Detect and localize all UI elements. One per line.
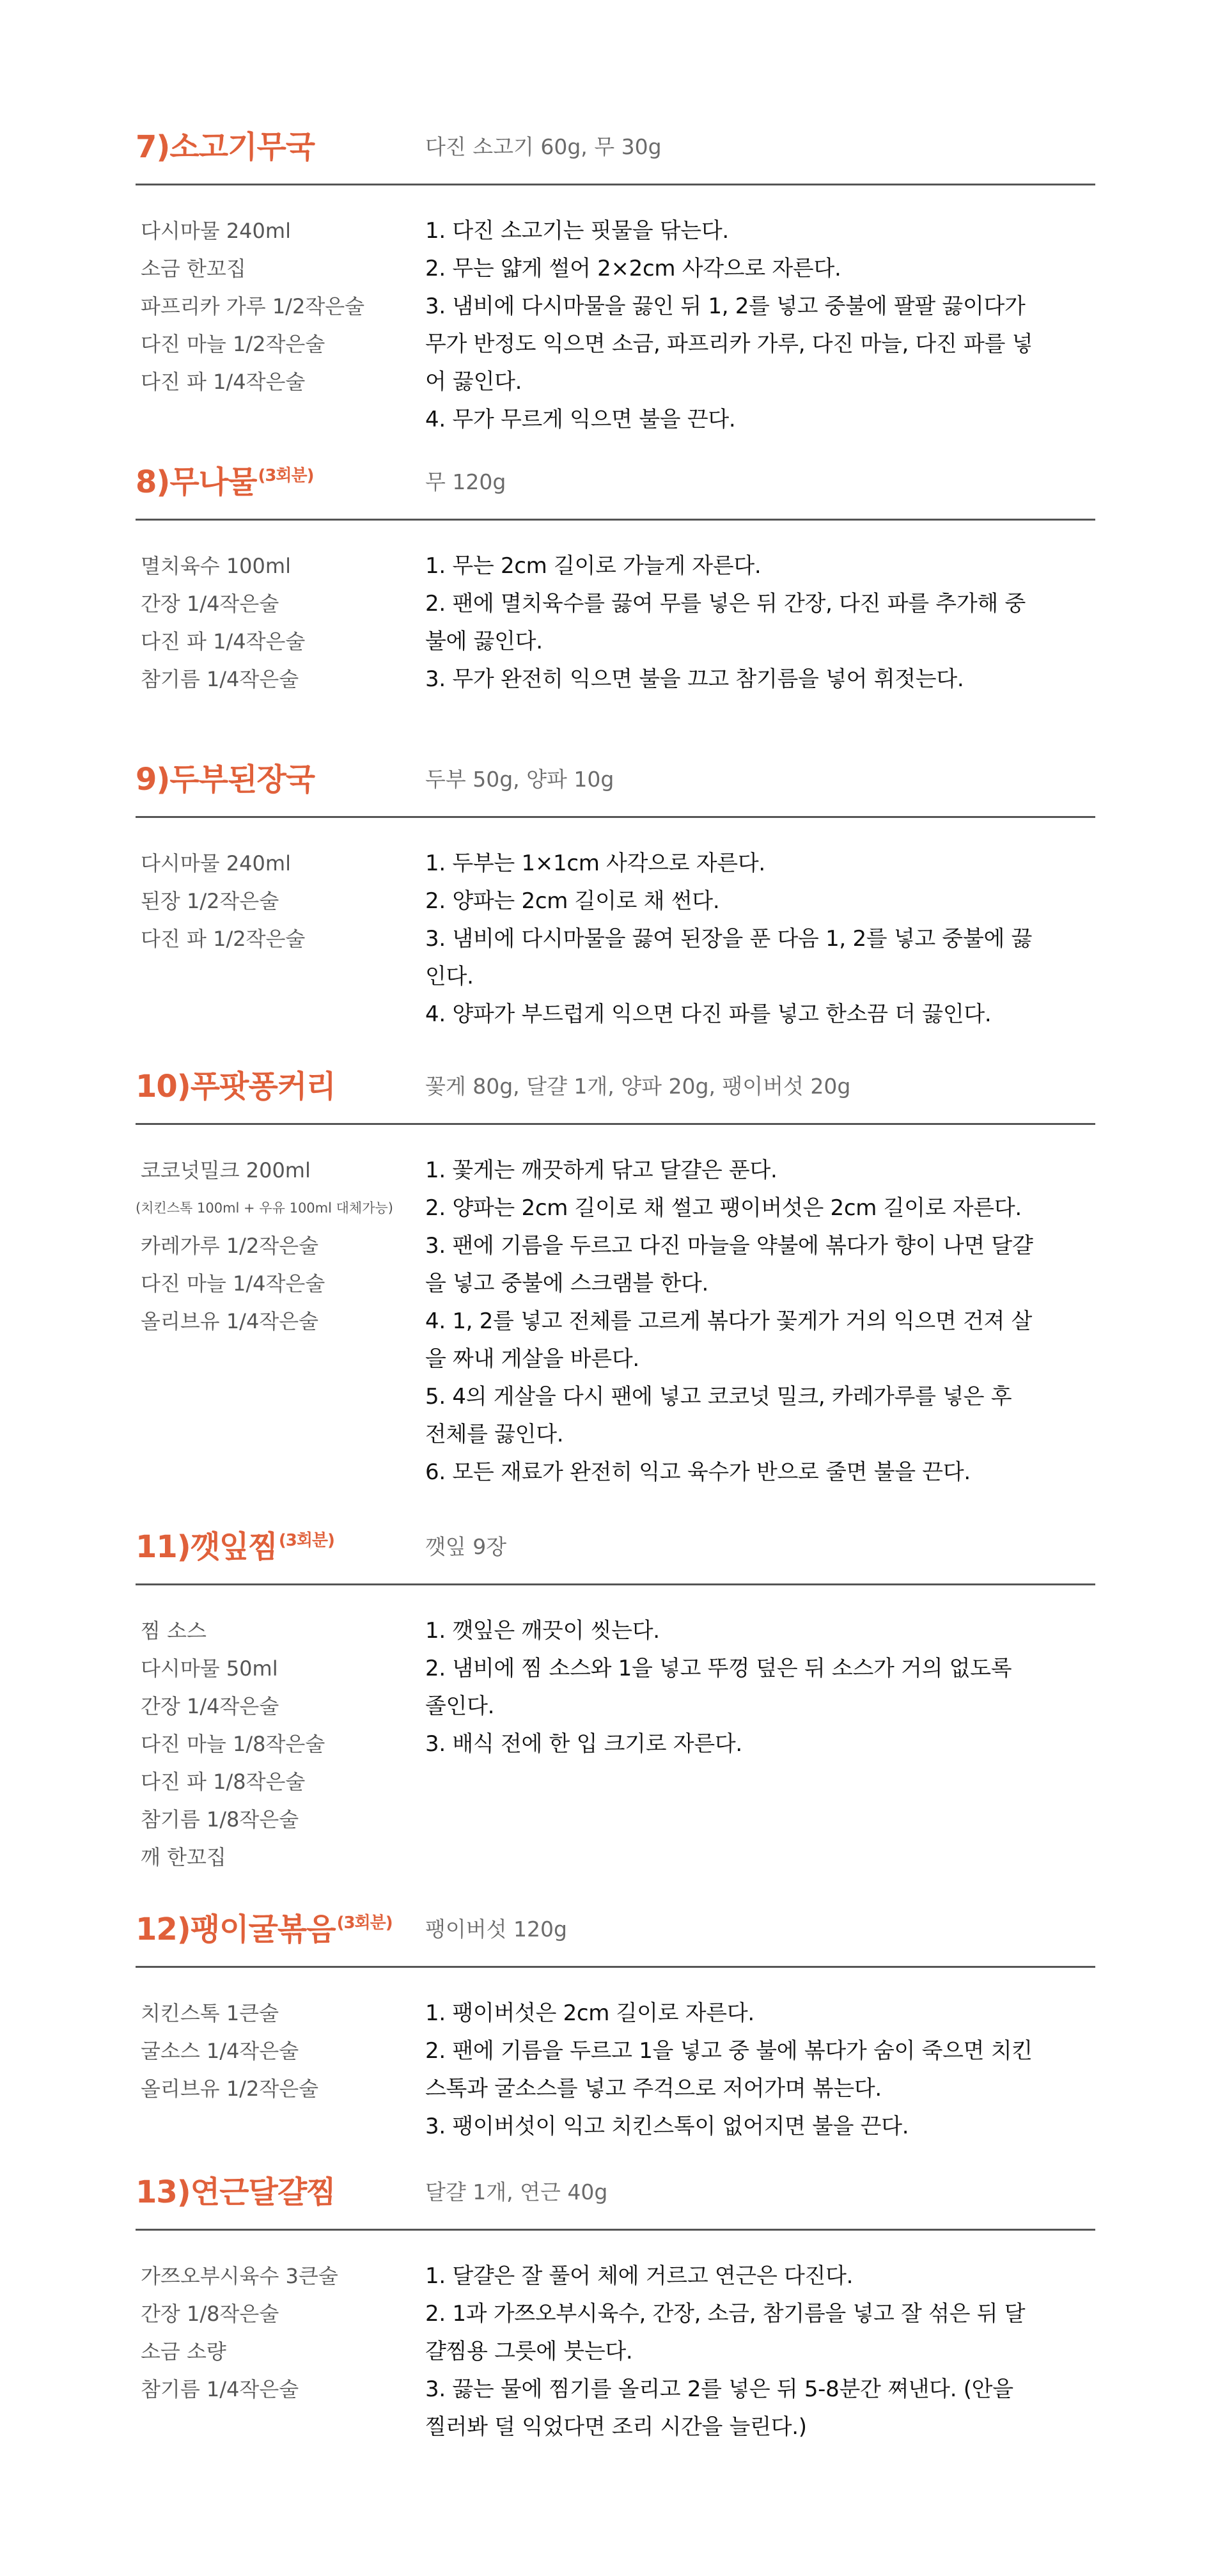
divider xyxy=(136,184,1095,185)
servings-badge: (3회분) xyxy=(278,1531,334,1550)
step-item: 3. 냄비에 다시마물을 끓인 뒤 1, 2를 넣고 중불에 팔팔 끓이다가 무가 반정도 익으면 소금, 파프리카 가루, 다진 마늘, 다진 파를 넣어 끓인다. xyxy=(425,294,1033,395)
recipe-title: 12)팽이굴볶음$^{(3회분)}$ xyxy=(136,1912,393,1947)
ingredient-item: 깨 한꼬집 xyxy=(141,1845,226,1869)
step-item: 3. 냄비에 다시마물을 끓여 된장을 푼 다음 1, 2를 넣고 중불에 끓인다. xyxy=(425,926,1033,989)
main-ingredients: 무 120g xyxy=(425,469,506,494)
seasoning-list xyxy=(136,1995,410,2108)
step-item: 2. 양파는 2cm 길이로 채 썰고 팽이버섯은 2cm 길이로 자른다. xyxy=(425,1195,1022,1221)
ingredient-item: 올리브유 1/4작은술 xyxy=(141,1309,319,1333)
step-item: 4. 무가 무르게 익으면 불을 끈다. xyxy=(425,407,736,432)
divider xyxy=(136,1583,1095,1585)
ingredient-item: 참기름 1/4작은술 xyxy=(141,667,299,691)
ingredient-item: 가쯔오부시육수 3큰술 xyxy=(141,2264,338,2288)
steps-list xyxy=(425,845,1039,1033)
divider xyxy=(136,2229,1095,2231)
recipe-title: 10)푸팟퐁커리 xyxy=(136,1069,336,1104)
ingredient-item: 다진 파 1/4작은술 xyxy=(141,370,306,394)
step-item: 1. 깻잎은 깨끗이 씻는다. xyxy=(425,1618,660,1644)
step-item: 3. 무가 완전히 익으면 불을 끄고 참기름을 넣어 휘젓는다. xyxy=(425,666,964,692)
recipe-title: 11)깻잎찜$^{(3회분)}$ xyxy=(136,1529,334,1565)
ingredient-item: 멸치육수 100ml xyxy=(141,554,291,578)
step-item: 2. 무는 얇게 썰어 2×2cm 사각으로 자른다. xyxy=(425,256,841,281)
ingredient-item: 간장 1/4작은술 xyxy=(141,592,279,616)
ingredient-item: 다시마물 240ml xyxy=(141,219,291,243)
divider xyxy=(136,816,1095,818)
divider xyxy=(136,1123,1095,1125)
step-item: 3. 끓는 물에 찜기를 올리고 2를 넣은 뒤 5-8분간 쪄낸다. (안을 찔러봐 덜 익었다면 조리 시간을 늘린다.) xyxy=(425,2376,1013,2440)
ingredient-item: 간장 1/4작은술 xyxy=(141,1694,279,1718)
recipe-title: 9)두부된장국 xyxy=(136,762,315,797)
recipe-title: 7)소고기무국 xyxy=(136,129,315,165)
recipe-title: 8)무나물$^{(3회분)}$ xyxy=(136,464,314,500)
step-item: 4. 양파가 부드럽게 익으면 다진 파를 넣고 한소끔 더 끓인다. xyxy=(425,1001,992,1027)
main-ingredients: 깻잎 9장 xyxy=(425,1534,507,1559)
step-item: 1. 꽃게는 깨끗하게 닦고 달걀은 푼다. xyxy=(425,1158,778,1183)
ingredient-item: 참기름 1/4작은술 xyxy=(141,2377,299,2401)
ingredient-item: 카레가루 1/2작은술 xyxy=(141,1234,319,1258)
ingredient-substitute-note: (치킨스톡 100ml + 우유 100ml 대체가능) xyxy=(136,1200,393,1216)
step-item: 1. 다진 소고기는 핏물을 닦는다. xyxy=(425,218,729,244)
seasoning-list xyxy=(136,1612,410,1876)
seasoning-list xyxy=(136,1152,410,1340)
ingredient-item: 올리브유 1/2작은술 xyxy=(141,2077,319,2101)
ingredient-item: 다진 마늘 1/4작은술 xyxy=(141,1271,325,1296)
ingredient-item: 다시마물 240ml xyxy=(141,851,291,876)
step-item: 6. 모든 재료가 완전히 익고 육수가 반으로 줄면 불을 끈다. xyxy=(425,1459,971,1485)
seasoning-list xyxy=(136,845,410,958)
step-item: 3. 팬에 기름을 두르고 다진 마늘을 약불에 볶다가 향이 나면 달걀을 넣고 중불에 스크램블 한다. xyxy=(425,1233,1033,1296)
ingredient-item: 다시마물 50ml xyxy=(141,1656,278,1681)
steps-list xyxy=(425,1612,1039,1763)
divider xyxy=(136,519,1095,521)
step-item: 4. 1, 2를 넣고 전체를 고르게 볶다가 꽃게가 거의 익으면 건져 살을 짜내 게살을 바른다. xyxy=(425,1308,1033,1372)
ingredient-item: 간장 1/8작은술 xyxy=(141,2302,279,2326)
step-item: 1. 두부는 1×1cm 사각으로 자른다. xyxy=(425,851,765,876)
main-ingredients: 꽃게 80g, 달걀 1개, 양파 20g, 팽이버섯 20g xyxy=(425,1074,851,1099)
divider xyxy=(136,1966,1095,1968)
seasoning-list xyxy=(136,2258,410,2408)
step-item: 1. 팽이버섯은 2cm 길이로 자른다. xyxy=(425,2000,754,2026)
step-item: 2. 냄비에 찜 소스와 1을 넣고 뚜껑 덮은 뒤 소스가 거의 없도록 졸인다. xyxy=(425,1656,1012,1719)
ingredient-item: 소금 소량 xyxy=(141,2339,226,2364)
main-ingredients: 팽이버섯 120g xyxy=(425,1917,567,1942)
servings-badge: (3회분) xyxy=(336,1913,393,1933)
ingredient-item: 다진 마늘 1/8작은술 xyxy=(141,1732,325,1756)
seasoning-list xyxy=(136,212,410,401)
ingredient-item: 다진 파 1/8작은술 xyxy=(141,1770,306,1794)
step-item: 3. 배식 전에 한 입 크기로 자른다. xyxy=(425,1731,742,1757)
ingredient-item: 치킨스톡 1큰술 xyxy=(141,2001,279,2025)
ingredient-item: 다진 파 1/2작은술 xyxy=(141,927,306,951)
steps-list xyxy=(425,1995,1039,2146)
ingredient-item: 다진 마늘 1/2작은술 xyxy=(141,332,325,356)
steps-list xyxy=(425,2258,1039,2446)
servings-badge: (3회분) xyxy=(258,466,314,485)
ingredient-item: 파프리카 가루 1/2작은술 xyxy=(141,294,365,318)
ingredient-item: 된장 1/2작은술 xyxy=(141,889,279,913)
main-ingredients: 다진 소고기 60g, 무 30g xyxy=(425,134,662,159)
seasoning-list xyxy=(136,547,410,698)
recipe-title: 13)연근달걀찜 xyxy=(136,2174,336,2210)
steps-list xyxy=(425,547,1039,698)
ingredient-item: 참기름 1/8작은술 xyxy=(141,1807,299,1832)
steps-list xyxy=(425,212,1039,439)
ingredient-item: 다진 파 1/4작은술 xyxy=(141,629,306,654)
step-item: 2. 양파는 2cm 길이로 채 썬다. xyxy=(425,888,720,914)
main-ingredients: 달걀 1개, 연근 40g xyxy=(425,2179,608,2204)
ingredient-item: 굴소스 1/4작은술 xyxy=(141,2039,299,2063)
step-item: 5. 4의 게살을 다시 팬에 넣고 코코넛 밀크, 카레가루를 넣은 후 전체를 끓인다. xyxy=(425,1384,1012,1447)
step-item: 2. 1과 가쯔오부시육수, 간장, 소금, 참기름을 넣고 잘 섞은 뒤 달걀찜용 그릇에 붓는다. xyxy=(425,2301,1026,2364)
main-ingredients: 두부 50g, 양파 10g xyxy=(425,767,614,792)
ingredient-item: 코코넛밀크 200ml xyxy=(141,1158,311,1182)
step-item: 1. 달걀은 잘 풀어 체에 거르고 연근은 다진다. xyxy=(425,2263,854,2289)
step-item: 3. 팽이버섯이 익고 치킨스톡이 없어지면 불을 끈다. xyxy=(425,2114,909,2139)
ingredient-item: 찜 소스 xyxy=(141,1619,207,1643)
step-item: 2. 팬에 기름을 두르고 1을 넣고 중 불에 볶다가 숨이 죽으면 치킨스톡과 굴소스를 넣고 주걱으로 저어가며 볶는다. xyxy=(425,2038,1033,2101)
step-item: 1. 무는 2cm 길이로 가늘게 자른다. xyxy=(425,553,762,579)
ingredient-item: 소금 한꼬집 xyxy=(141,256,246,281)
steps-list xyxy=(425,1152,1039,1491)
step-item: 2. 팬에 멸치육수를 끓여 무를 넣은 뒤 간장, 다진 파를 추가해 중불에 끓인다. xyxy=(425,591,1026,654)
